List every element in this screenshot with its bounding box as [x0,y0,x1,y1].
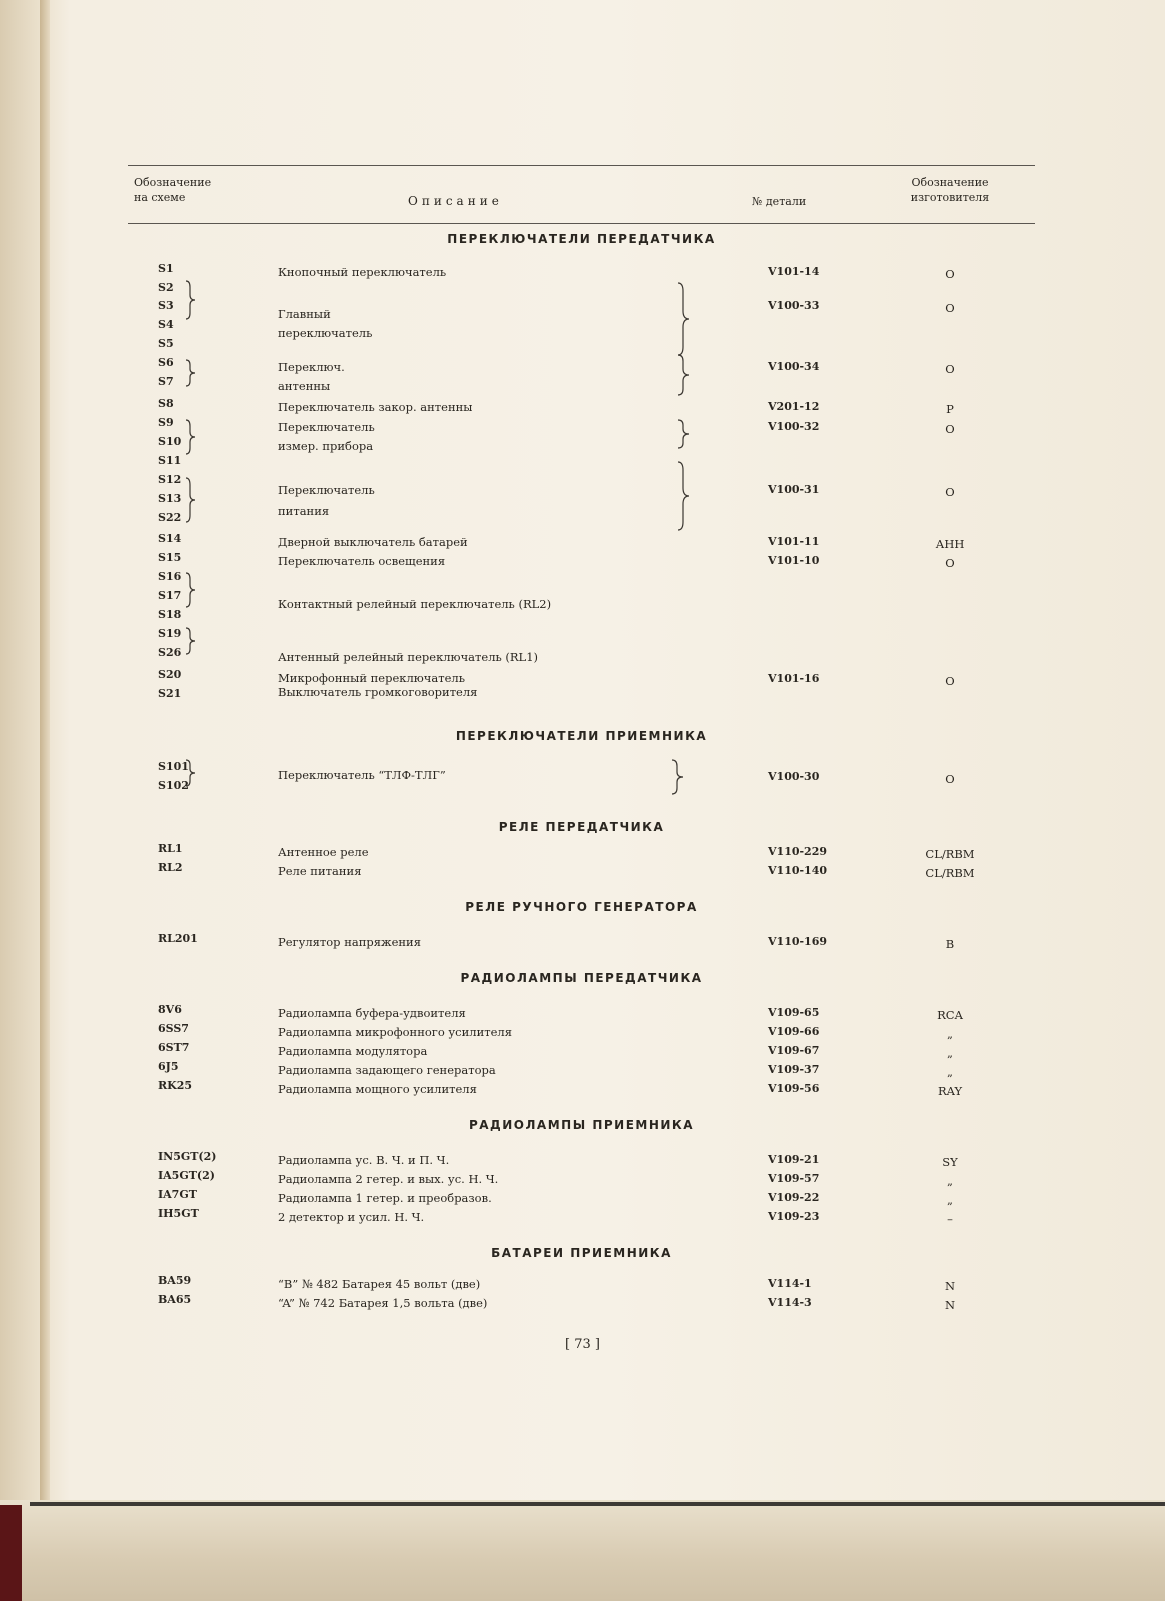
maker-cell: RAY [937,1084,963,1098]
part-number-cell: V109-56 [768,1082,820,1095]
description-cell: Переключатель “ТЛФ-ТЛГ” [278,768,446,782]
section-title: РАДИОЛАМПЫ ПЕРЕДАТЧИКА [460,971,703,985]
designation-cell: IN5GT(2) [158,1150,217,1163]
maker-cell: – [947,1212,953,1226]
description-cell: питания [278,504,330,518]
designation-cell: S21 [158,687,182,700]
description-cell: Регулятор напряжения [278,935,421,949]
brace-right-main [678,283,689,355]
part-number-cell: V201-12 [768,400,820,413]
designation-cell: S102 [158,779,189,792]
maker-cell: „ [947,1193,953,1207]
part-number-cell: V114-3 [768,1296,812,1309]
description-cell: измер. прибора [278,439,374,453]
designation-cell: S3 [158,299,174,312]
description-cell: Переключатель освещения [278,554,446,568]
description-cell: Реле питания [278,864,362,878]
brace-s19-s26 [186,628,195,654]
designation-cell: S16 [158,570,182,583]
description-cell: Кнопочный переключатель [278,265,447,279]
designation-cell: S20 [158,668,182,681]
designation-cell: S1 [158,262,174,275]
description-cell: Переключатель [278,420,375,434]
description-cell: Радиолампа 2 гетер. и вых. ус. Н. Ч. [278,1172,499,1186]
part-number-cell: V109-37 [768,1063,820,1076]
description-cell: “A” № 742 Батарея 1,5 вольта (две) [278,1296,488,1310]
designation-cell: RL201 [158,932,198,945]
section-title: ПЕРЕКЛЮЧАТЕЛИ ПЕРЕДАТЧИКА [447,232,716,246]
maker-cell: O [945,362,955,376]
designation-cell: IH5GT [158,1207,199,1220]
designation-cell: 6SS7 [158,1022,189,1035]
description-cell: “B” № 482 Батарея 45 вольт (две) [278,1277,481,1291]
section-title: РЕЛЕ РУЧНОГО ГЕНЕРАТОРА [465,900,698,914]
description-cell: антенны [278,379,331,393]
description-cell: Радиолампа мощного усилителя [278,1082,477,1096]
part-number-cell: V109-67 [768,1044,820,1057]
brace-right-tlf [672,760,683,794]
designation-cell: S13 [158,492,182,505]
part-number-cell: V100-32 [768,420,820,433]
part-number-cell: V100-30 [768,770,820,783]
designation-cell: RL2 [158,861,183,874]
header-description: Описание [408,194,503,208]
part-number-cell: V100-31 [768,483,820,496]
designation-cell: S22 [158,511,182,524]
part-number-cell: V110-229 [768,845,828,858]
part-number-cell: V110-140 [768,864,828,877]
designation-cell: BA65 [158,1293,192,1306]
designation-cell: S14 [158,532,182,545]
designation-cell: S8 [158,397,174,410]
description-cell: 2 детектор и усил. Н. Ч. [278,1210,425,1224]
designation-cell: RK25 [158,1079,193,1092]
maker-cell: „ [947,1046,953,1060]
maker-cell: CL/RBM [925,866,975,880]
header-designation-text: Обозначение на схеме [134,176,212,204]
section-title: РАДИОЛАМПЫ ПРИЕМНИКА [468,1118,695,1132]
part-number-cell: V100-33 [768,299,820,312]
designation-cell: S19 [158,627,182,640]
maker-cell: O [945,422,955,436]
brace-s2-s5 [186,281,195,319]
designation-cell: S9 [158,416,174,429]
designation-cell: IA7GT [158,1188,197,1201]
section-title: РЕЛЕ ПЕРЕДАТЧИКА [498,820,665,834]
part-number-cell: V109-23 [768,1210,820,1223]
brace-s9-s11 [186,420,195,454]
designation-cell: S11 [158,454,182,467]
part-number-cell: V101-16 [768,672,820,685]
designation-cell: S10 [158,435,182,448]
part-number-cell: V109-22 [768,1191,820,1204]
maker-cell: B [945,937,955,951]
maker-cell: O [945,485,955,499]
part-number-cell: V110-169 [768,935,828,948]
description-cell: Антенный релейный переключатель (RL1) [278,650,539,664]
part-number-cell: V109-57 [768,1172,820,1185]
designation-cell: 6J5 [158,1060,179,1073]
designation-cell: RL1 [158,842,183,855]
designation-cell: BA59 [158,1274,192,1287]
section-title: БАТАРЕИ ПРИЕМНИКА [491,1246,672,1260]
page-number: [ 73 ] [565,1337,600,1352]
description-cell: Выключатель громкоговорителя [278,685,478,699]
designation-cell: S101 [158,760,189,773]
designation-cell: IA5GT(2) [158,1169,215,1182]
designation-cell: S15 [158,551,182,564]
description-cell: Дверной выключатель батарей [278,535,468,549]
brace-right-antenna [678,355,689,395]
designation-cell: S18 [158,608,182,621]
designation-cell: S2 [158,281,174,294]
description-cell: Радиолампа 1 гетер. и преобразов. [278,1191,492,1205]
description-cell: Микрофонный переключатель [278,671,465,685]
maker-cell: „ [947,1065,953,1079]
description-cell: Радиолампа задающего генератора [278,1063,496,1077]
section-title: ПЕРЕКЛЮЧАТЕЛИ ПРИЕМНИКА [455,729,708,743]
description-cell: Радиолампа ус. В. Ч. и П. Ч. [278,1153,450,1167]
maker-cell: O [945,772,955,786]
designation-cell: S4 [158,318,174,331]
part-number-cell: V101-10 [768,554,820,567]
description-cell: Радиолампа модулятора [278,1044,428,1058]
part-number-cell: V101-11 [768,535,820,548]
part-number-cell: V109-21 [768,1153,820,1166]
designation-cell: S26 [158,646,182,659]
maker-cell: RCA [937,1008,963,1022]
maker-cell: „ [947,1174,953,1188]
designation-cell: 8V6 [158,1003,182,1016]
maker-cell: N [944,1298,956,1312]
brace-s12-s22 [186,478,195,522]
header-maker-text: Обозначение изготовителя [910,176,990,204]
description-cell: Переключатель закор. антенны [278,400,473,414]
part-number-cell: V109-65 [768,1006,820,1019]
part-number-cell: V114-1 [768,1277,812,1290]
brace-right-meter [678,420,689,448]
maker-cell: O [945,556,955,570]
brace-s6-s7 [186,360,195,386]
brace-s16-s18 [186,573,195,607]
header-part-no: № детали [752,195,807,208]
description-cell: Контактный релейный переключатель (RL2) [278,597,552,611]
part-number-cell: V109-66 [768,1025,820,1038]
description-cell: Антенное реле [278,845,369,859]
maker-cell: O [945,301,955,315]
description-cell: Радиолампа микрофонного усилителя [278,1025,512,1039]
maker-cell: CL/RBM [925,847,975,861]
maker-cell: SY [942,1155,958,1169]
description-cell: Переключ. [278,360,345,374]
brace-s101-s102 [186,760,195,786]
maker-cell: O [945,674,955,688]
maker-cell: O [945,267,955,281]
description-cell: переключатель [278,326,373,340]
designation-cell: 6ST7 [158,1041,190,1054]
maker-cell: „ [947,1027,953,1041]
maker-cell: N [944,1279,956,1293]
designation-cell: S6 [158,356,174,369]
maker-cell: P [946,402,954,416]
brace-right-power [678,462,689,530]
designation-cell: S12 [158,473,182,486]
part-number-cell: V100-34 [768,360,820,373]
maker-cell: АНН [935,537,965,551]
designation-cell: S17 [158,589,182,602]
description-cell: Главный [278,307,331,321]
description-cell: Радиолампа буфера-удвоителя [278,1006,466,1020]
description-cell: Переключатель [278,483,375,497]
designation-cell: S7 [158,375,174,388]
designation-cell: S5 [158,337,174,350]
part-number-cell: V101-14 [768,265,820,278]
